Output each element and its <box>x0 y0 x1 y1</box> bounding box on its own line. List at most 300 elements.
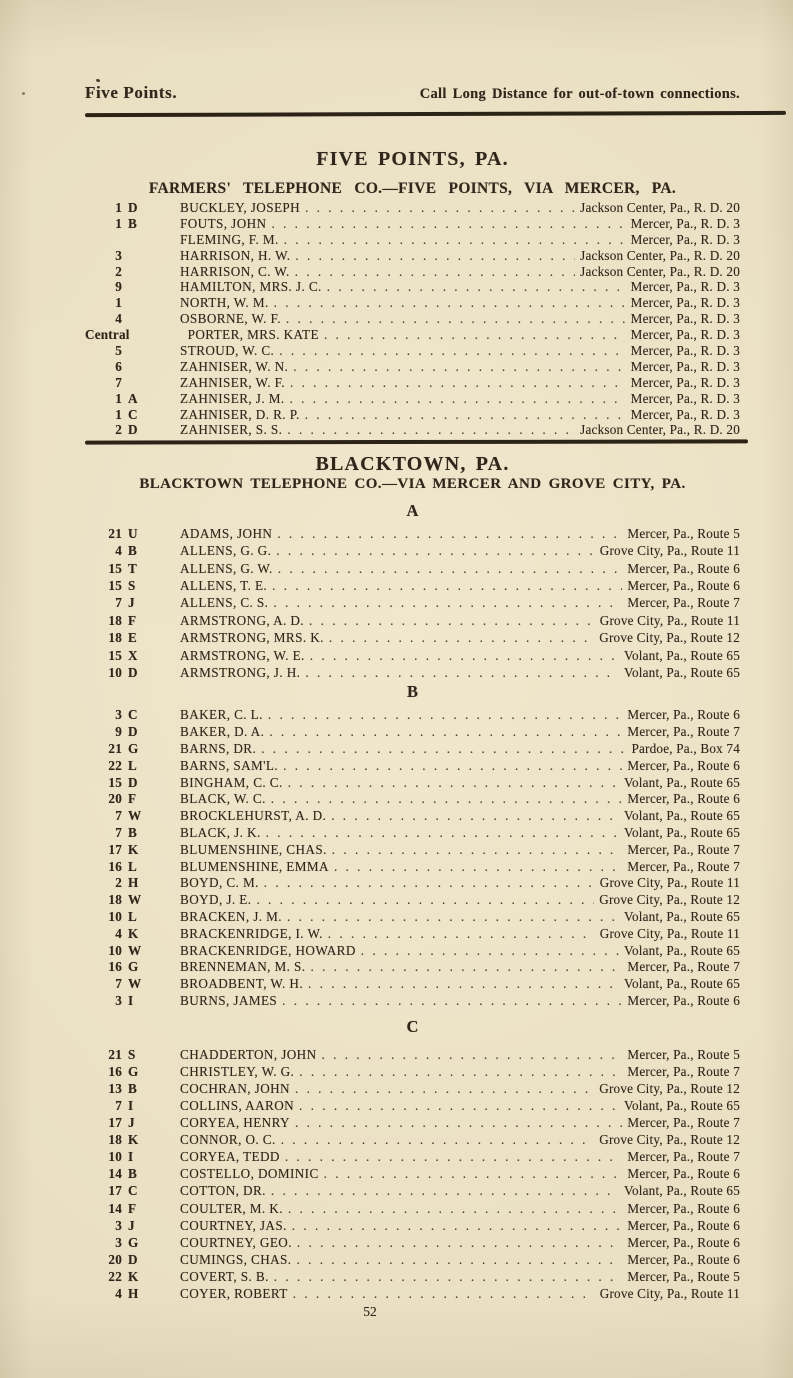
subscriber-address: Grove City, Pa., Route 12 <box>599 630 740 646</box>
directory-entry <box>85 1251 740 1268</box>
party-letter: D <box>128 1251 138 1267</box>
dot-leader <box>288 1200 622 1217</box>
party-letter: B <box>128 824 137 840</box>
party-letter: F <box>128 1200 137 1216</box>
subscriber-name: COCHRAN, JOHN <box>180 1080 290 1096</box>
directory-entry <box>85 200 740 216</box>
dot-leader <box>290 375 626 391</box>
section-divider-rule <box>85 440 748 445</box>
subscriber-name: BRACKENRIDGE, I. W. <box>180 925 323 941</box>
line-number: 4 <box>115 543 122 559</box>
subscriber-name: ARMSTRONG, W. E. <box>180 647 305 663</box>
subscriber-name: HARRISON, H. W. <box>180 247 291 263</box>
subscriber-address: Mercer, Pa., R. D. 3 <box>630 311 740 327</box>
dot-leader <box>271 216 625 232</box>
subscriber-address: Volant, Pa., Route 65 <box>623 976 740 992</box>
subscriber-address: Mercer, Pa., Route 6 <box>627 791 740 807</box>
dot-leader <box>299 1063 622 1080</box>
party-letter: L <box>128 908 137 924</box>
party-letter: G <box>128 959 139 975</box>
dot-leader <box>305 200 575 216</box>
directory-entry <box>85 1165 740 1182</box>
subscriber-name: BLUMENSHINE, CHAS. <box>180 841 327 857</box>
line-number: 14 <box>108 1200 122 1216</box>
line-number: 7 <box>115 374 122 390</box>
subscriber-name: CHRISTLEY, W. G. <box>180 1063 295 1079</box>
directory-entry <box>85 943 740 960</box>
subscriber-address: Mercer, Pa., R. D. 3 <box>630 406 740 422</box>
line-number: 3 <box>115 707 122 723</box>
blacktown-listing-b <box>85 707 740 1009</box>
directory-entry <box>85 1148 740 1165</box>
blacktown-listing-a <box>85 525 740 682</box>
dot-leader <box>332 842 623 859</box>
group-letter-b: B <box>406 682 418 702</box>
dot-leader <box>293 359 625 375</box>
line-number: 5 <box>115 343 122 359</box>
line-number: 1 <box>115 406 122 422</box>
page-header <box>85 82 740 105</box>
subscriber-name: BRACKEN, J. M. <box>180 908 282 924</box>
directory-entry <box>85 1114 740 1131</box>
directory-entry <box>85 976 740 993</box>
dot-leader <box>282 993 622 1010</box>
directory-entry <box>85 594 740 611</box>
subscriber-name: ZAHNISER, W. N. <box>180 358 289 374</box>
subscriber-address: Grove City, Pa., Route 12 <box>599 892 740 908</box>
subscriber-address: Mercer, Pa., Route 6 <box>627 757 740 773</box>
party-letter: F <box>128 612 137 628</box>
directory-entry <box>85 926 740 943</box>
dot-leader <box>305 407 626 423</box>
subscriber-name: BOYD, J. E. <box>180 892 252 908</box>
directory-entry <box>85 724 740 741</box>
subscriber-name: OSBORNE, W. F. <box>180 311 281 327</box>
subscriber-address: Jackson Center, Pa., R. D. 20 <box>580 422 740 438</box>
directory-entry <box>85 279 740 295</box>
subscriber-name: BOYD, C. M. <box>180 875 259 891</box>
subscriber-name: COULTER, M. K. <box>180 1200 283 1216</box>
subscriber-name: ADAMS, JOHN <box>180 525 273 541</box>
line-number: 2 <box>115 875 122 891</box>
five-points-title: FIVE POINTS, PA. <box>316 148 509 170</box>
line-number: 10 <box>108 908 122 924</box>
dot-leader <box>261 741 626 758</box>
line-number: 10 <box>108 1149 122 1165</box>
directory-entry <box>85 248 740 264</box>
directory-entry <box>85 1046 740 1063</box>
subscriber-name: ARMSTRONG, A. D. <box>180 612 305 628</box>
line-number: 10 <box>108 942 122 958</box>
subscriber-name: ZAHNISER, W. F. <box>180 374 285 390</box>
subscriber-address: Mercer, Pa., R. D. 3 <box>630 343 740 359</box>
subscriber-name: BROADBENT, W. H. <box>180 976 304 992</box>
party-letter: I <box>128 992 134 1008</box>
line-number: 2 <box>115 263 122 279</box>
dot-leader <box>285 1148 623 1165</box>
party-letter: D <box>128 200 138 215</box>
subscriber-address: Grove City, Pa., Route 12 <box>599 1132 740 1148</box>
five-points-listing <box>85 200 740 438</box>
subscriber-address: Mercer, Pa., R. D. 3 <box>630 215 740 231</box>
ink-speck <box>22 92 25 95</box>
subscriber-name: ALLENS, T. E. <box>180 578 268 594</box>
directory-entry <box>85 664 740 681</box>
directory-entry <box>85 647 740 664</box>
subscriber-name: COSTELLO, DOMINIC <box>180 1166 319 1182</box>
party-letter: T <box>128 560 137 576</box>
subscriber-name: CORYEA, TEDD <box>180 1149 280 1165</box>
line-number: 1 <box>115 390 122 406</box>
subscriber-name: BARNS, SAM'L. <box>180 757 279 773</box>
party-letter: C <box>128 707 138 723</box>
dot-leader <box>290 391 626 407</box>
directory-entry <box>85 1097 740 1114</box>
subscriber-address: Mercer, Pa., Route 6 <box>627 1234 740 1250</box>
directory-entry <box>85 525 740 542</box>
directory-entry <box>85 842 740 859</box>
dot-leader <box>309 612 595 629</box>
line-number: 16 <box>108 858 122 874</box>
line-number: 15 <box>108 647 122 663</box>
party-letter: B <box>128 1080 137 1096</box>
subscriber-address: Mercer, Pa., Route 5 <box>627 525 740 541</box>
subscriber-address: Mercer, Pa., Route 5 <box>627 1268 740 1284</box>
line-number: 15 <box>108 560 122 576</box>
party-letter: E <box>128 630 137 646</box>
directory-entry <box>85 1234 740 1251</box>
line-number: 16 <box>108 1063 122 1079</box>
directory-entry <box>85 909 740 926</box>
subscriber-address: Mercer, Pa., Route 6 <box>627 707 740 723</box>
dot-leader <box>310 647 619 664</box>
line-number: 4 <box>115 925 122 941</box>
dot-leader <box>279 343 625 359</box>
subscriber-name: CUMINGS, CHAS. <box>180 1251 292 1267</box>
party-letter: K <box>128 841 139 857</box>
subscriber-address: Jackson Center, Pa., R. D. 20 <box>580 263 740 279</box>
dot-leader <box>310 959 622 976</box>
party-letter: D <box>128 774 138 790</box>
line-number: 21 <box>108 1046 122 1062</box>
line-number: 2 <box>115 422 122 438</box>
directory-entry <box>85 343 740 359</box>
subscriber-address: Mercer, Pa., Route 7 <box>627 724 740 740</box>
subscriber-name: BRACKENRIDGE, HOWARD <box>180 942 356 958</box>
directory-entry <box>85 1063 740 1080</box>
subscriber-name: BLUMENSHINE, EMMA <box>180 858 329 874</box>
directory-entry <box>85 741 740 758</box>
line-number: 7 <box>115 808 122 824</box>
dot-leader <box>305 664 619 681</box>
directory-entry <box>85 407 740 423</box>
line-number: 15 <box>108 774 122 790</box>
directory-entry <box>85 1131 740 1148</box>
subscriber-address: Mercer, Pa., Route 6 <box>627 578 740 594</box>
directory-entry <box>85 295 740 311</box>
dot-leader <box>295 1114 622 1131</box>
dot-leader <box>292 1217 623 1234</box>
subscriber-name: BURNS, JAMES <box>180 992 278 1008</box>
directory-entry <box>85 959 740 976</box>
dot-leader <box>288 775 619 792</box>
dot-leader <box>324 1165 623 1182</box>
subscriber-address: Mercer, Pa., Route 5 <box>627 1046 740 1062</box>
directory-entry <box>85 1080 740 1097</box>
directory-entry <box>85 993 740 1010</box>
directory-entry <box>85 216 740 232</box>
line-number: 22 <box>108 1268 122 1284</box>
blacktown-title: BLACKTOWN, PA. <box>315 452 510 475</box>
subscriber-address: Mercer, Pa., R. D. 3 <box>630 231 740 247</box>
subscriber-name: COYER, ROBERT <box>180 1286 288 1302</box>
line-number: 1 <box>115 200 122 215</box>
party-letter: B <box>128 215 137 231</box>
directory-entry <box>85 1200 740 1217</box>
subscriber-name: PORTER, MRS. KATE <box>187 327 319 343</box>
line-number: 18 <box>108 1132 122 1148</box>
line-number: 14 <box>108 1166 122 1182</box>
party-letter: D <box>128 724 138 740</box>
party-letter: I <box>128 1098 134 1113</box>
line-number: 17 <box>108 841 122 857</box>
dot-leader <box>297 1251 623 1268</box>
subscriber-name: ALLENS, G. G. <box>180 543 272 559</box>
party-letter: W <box>128 976 142 992</box>
dot-leader <box>293 1285 595 1302</box>
subscriber-name: ZAHNISER, S. S. <box>180 422 283 438</box>
group-letter-a: A <box>406 500 419 520</box>
party-letter: D <box>128 664 138 680</box>
directory-entry <box>85 560 740 577</box>
party-letter: W <box>128 942 142 958</box>
party-letter: D <box>128 422 138 438</box>
party-letter: H <box>128 875 139 891</box>
party-letter: G <box>128 1234 139 1250</box>
directory-entry <box>85 612 740 629</box>
subscriber-address: Mercer, Pa., R. D. 3 <box>630 390 740 406</box>
subscriber-address: Jackson Center, Pa., R. D. 20 <box>580 247 740 263</box>
party-letter: B <box>128 543 137 559</box>
line-number: 18 <box>108 892 122 908</box>
subscriber-name: BINGHAM, C. C. <box>180 774 283 790</box>
subscriber-address: Mercer, Pa., Route 7 <box>627 1115 740 1131</box>
line-number: 13 <box>108 1080 122 1096</box>
long-distance-notice: Call Long Distance for out-of-town connections. <box>419 86 740 102</box>
directory-entry <box>85 375 740 391</box>
dot-leader <box>329 629 594 646</box>
dot-leader <box>328 926 595 943</box>
subscriber-name: BARNS, DR. <box>180 740 257 756</box>
party-letter: I <box>128 1149 134 1165</box>
subscriber-name: ZAHNISER, J. M. <box>180 390 285 406</box>
directory-entry <box>85 327 740 343</box>
subscriber-address: Mercer, Pa., Route 6 <box>627 1166 740 1182</box>
party-letter: J <box>128 595 135 611</box>
subscriber-name: COTTON, DR. <box>180 1183 266 1199</box>
dot-leader <box>287 909 619 926</box>
dot-leader <box>277 525 622 542</box>
dot-leader <box>269 724 622 741</box>
subscriber-address: Volant, Pa., Route 65 <box>623 808 740 824</box>
directory-entry <box>85 775 740 792</box>
dot-leader <box>284 232 626 248</box>
subscriber-name: HAMILTON, MRS. J. C. <box>180 279 322 295</box>
dot-leader <box>361 943 619 960</box>
dot-leader <box>276 542 594 559</box>
subscriber-name: BLACK, J. K. <box>180 824 261 840</box>
subscriber-name: CORYEA, HENRY <box>180 1115 290 1131</box>
party-letter: X <box>128 647 138 663</box>
party-letter: K <box>128 1132 139 1148</box>
subscriber-address: Mercer, Pa., Route 6 <box>627 1217 740 1233</box>
directory-entry <box>85 1182 740 1199</box>
dot-leader <box>331 808 619 825</box>
dot-leader <box>283 758 622 775</box>
directory-entry <box>85 825 740 842</box>
subscriber-address: Grove City, Pa., Route 11 <box>599 1286 740 1302</box>
line-number: 18 <box>108 630 122 646</box>
line-number: 22 <box>108 757 122 773</box>
subscriber-name: BAKER, D. A. <box>180 724 265 740</box>
line-number: 7 <box>115 976 122 992</box>
party-letter: B <box>128 1166 137 1182</box>
party-letter: L <box>128 757 137 773</box>
subscriber-address: Mercer, Pa., Route 6 <box>627 992 740 1008</box>
line-number: 3 <box>115 1234 122 1250</box>
subscriber-address: Pardoe, Pa., Box 74 <box>631 740 740 756</box>
dot-leader <box>324 327 626 343</box>
dot-leader <box>295 248 575 264</box>
dot-leader <box>272 577 622 594</box>
party-letter: S <box>128 578 136 594</box>
party-letter: F <box>128 791 137 807</box>
dot-leader <box>274 295 626 311</box>
line-number: 9 <box>115 279 122 295</box>
directory-entry <box>85 1217 740 1234</box>
subscriber-name: BROCKLEHURST, A. D. <box>180 808 327 824</box>
subscriber-address: Mercer, Pa., Route 7 <box>627 841 740 857</box>
subscriber-address: Volant, Pa., Route 65 <box>623 774 740 790</box>
line-number: 17 <box>108 1183 122 1199</box>
directory-entry <box>85 542 740 559</box>
dot-leader <box>268 707 623 724</box>
dot-leader <box>273 594 622 611</box>
subscriber-address: Volant, Pa., Route 65 <box>623 664 740 680</box>
subscriber-name: ARMSTRONG, MRS. K. <box>180 630 324 646</box>
dot-leader <box>308 976 619 993</box>
directory-entry <box>85 359 740 375</box>
subscriber-address: Mercer, Pa., Route 7 <box>627 595 740 611</box>
subscriber-name: COURTNEY, JAS. <box>180 1217 287 1233</box>
party-letter: W <box>128 808 142 824</box>
dot-leader <box>281 1131 595 1148</box>
subscriber-address: Volant, Pa., Route 65 <box>623 1098 740 1113</box>
party-letter: G <box>128 1063 139 1079</box>
directory-entry <box>85 232 740 248</box>
line-number: 20 <box>108 791 122 807</box>
dot-leader <box>334 859 622 876</box>
party-letter: G <box>128 740 139 756</box>
dot-leader <box>286 311 626 327</box>
subscriber-address: Mercer, Pa., R. D. 3 <box>630 279 740 295</box>
subscriber-address: Volant, Pa., Route 65 <box>623 942 740 958</box>
party-letter: C <box>128 406 138 422</box>
subscriber-name: ALLENS, C. S. <box>180 595 269 611</box>
party-letter: H <box>128 1286 139 1302</box>
line-number: 9 <box>115 724 122 740</box>
subscriber-address: Mercer, Pa., R. D. 3 <box>630 295 740 311</box>
blacktown-listing-c <box>85 1046 740 1302</box>
party-letter: K <box>128 925 139 941</box>
subscriber-name: BUCKLEY, JOSEPH <box>180 200 301 215</box>
party-letter: W <box>128 892 142 908</box>
directory-entry <box>85 577 740 594</box>
directory-entry <box>85 629 740 646</box>
subscriber-address: Grove City, Pa., Route 11 <box>599 875 740 891</box>
page-number: 52 <box>363 1304 377 1320</box>
subscriber-name: BLACK, W. C. <box>180 791 266 807</box>
line-number: 3 <box>115 247 122 263</box>
subscriber-name: NORTH, W. M. <box>180 295 269 311</box>
line-number: 21 <box>108 525 122 541</box>
subscriber-address: Volant, Pa., Route 65 <box>623 647 740 663</box>
line-number: 10 <box>108 664 122 680</box>
line-number: 20 <box>108 1251 122 1267</box>
directory-entry <box>85 758 740 775</box>
subscriber-name: CONNOR, O. C. <box>180 1132 276 1148</box>
directory-entry <box>85 311 740 327</box>
dot-leader <box>287 422 575 438</box>
subscriber-name: FLEMING, F. M. <box>180 231 279 247</box>
dot-leader <box>299 1097 619 1114</box>
directory-entry <box>85 875 740 892</box>
blacktown-company-line: BLACKTOWN TELEPHONE CO.—VIA MERCER AND GROVE CITY, PA. <box>139 475 686 492</box>
line-number: Central <box>85 327 130 343</box>
subscriber-address: Mercer, Pa., Route 6 <box>627 1251 740 1267</box>
line-number: 3 <box>115 992 122 1008</box>
dot-leader <box>264 875 595 892</box>
line-number: 21 <box>108 740 122 756</box>
line-number: 4 <box>115 1286 122 1302</box>
subscriber-name: STROUD, W. C. <box>180 343 275 359</box>
dot-leader <box>271 1182 619 1199</box>
subscriber-name: CHADDERTON, JOHN <box>180 1046 317 1062</box>
subscriber-name: HARRISON, C. W. <box>180 263 290 279</box>
dot-leader <box>274 1268 623 1285</box>
subscriber-name: ARMSTRONG, J. H. <box>180 664 301 680</box>
subscriber-address: Mercer, Pa., Route 6 <box>627 1200 740 1216</box>
line-number: 7 <box>115 1098 122 1113</box>
line-number: 3 <box>115 1217 122 1233</box>
group-letter-c: C <box>406 1016 419 1036</box>
dot-leader <box>278 560 623 577</box>
line-number: 7 <box>115 824 122 840</box>
subscriber-address: Mercer, Pa., R. D. 3 <box>630 327 740 343</box>
directory-entry <box>85 808 740 825</box>
header-rule <box>85 111 786 117</box>
subscriber-name: COVERT, S. B. <box>180 1268 269 1284</box>
directory-entry <box>85 264 740 280</box>
subscriber-address: Mercer, Pa., R. D. 3 <box>630 358 740 374</box>
dot-leader <box>327 279 626 295</box>
line-number: 6 <box>115 358 122 374</box>
subscriber-address: Mercer, Pa., Route 7 <box>627 858 740 874</box>
line-number: 4 <box>115 311 122 327</box>
directory-entry <box>85 391 740 407</box>
subscriber-address: Grove City, Pa., Route 11 <box>599 925 740 941</box>
five-points-company-line: FARMERS' TELEPHONE CO.—FIVE POINTS, VIA MERCER, PA. <box>148 180 677 197</box>
